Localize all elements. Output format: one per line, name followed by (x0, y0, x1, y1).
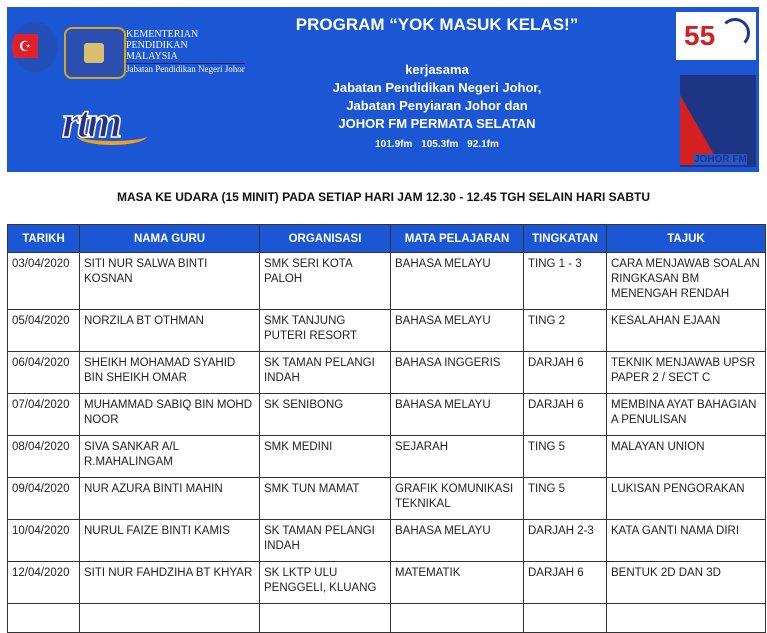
table-cell: 09/04/2020 (8, 478, 80, 520)
ministry-logo-text: KEMENTERIAN PENDIDIKAN MALAYSIA Jabatan Pendidikan Negeri Johor (126, 29, 245, 74)
table-cell: CARA MENJAWAB SOALAN RINGKASAN BM MENENGAH RENDAH (607, 253, 766, 310)
table-cell: SMK TANJUNG PUTERI RESORT (260, 310, 391, 352)
column-header: TARIKH (8, 225, 80, 253)
column-header: ORGANISASI (260, 225, 391, 253)
table-cell: SMK MEDINI (260, 436, 391, 478)
table-cell: DARJAH 6 (524, 352, 607, 394)
table-row (8, 436, 766, 478)
table-cell: SHEIKH MOHAMAD SYAHID BIN SHEIKH OMAR (80, 352, 260, 394)
column-header: TAJUK (607, 225, 766, 253)
table-cell: SITI NUR FAHDZIHA BT KHYAR (80, 562, 260, 604)
table-cell: BAHASA MELAYU (391, 394, 524, 436)
table-row (8, 352, 766, 394)
table-cell: DARJAH 6 (524, 562, 607, 604)
table-cell: TEKNIK MENJAWAB UPSR PAPER 2 / SECT C (607, 352, 766, 394)
anniversary-55-logo: 55 (676, 12, 756, 60)
table-cell: SIVA SANKAR A/L R.MAHALINGAM (80, 436, 260, 478)
johor-fm-logo: JOHOR FM (680, 75, 756, 167)
program-title: PROGRAM “YOK MASUK KELAS!” (295, 15, 579, 34)
table-cell: SK SENIBONG (260, 394, 391, 436)
table-cell: MATEMATIK (391, 562, 524, 604)
table-cell: MALAYAN UNION (607, 436, 766, 478)
frequencies: 101.9fm 105.3fm 92.1fm (375, 139, 499, 150)
column-header: TINGKATAN (524, 225, 607, 253)
table-cell: TING 5 (524, 478, 607, 520)
table-cell: KESALAHAN EJAAN (607, 310, 766, 352)
table-cell: BAHASA MELAYU (391, 253, 524, 310)
table-cell: 06/04/2020 (8, 352, 80, 394)
table-row (8, 478, 766, 520)
table-row (8, 394, 766, 436)
table-cell: SMK TUN MAMAT (260, 478, 391, 520)
table-cell: 07/04/2020 (8, 394, 80, 436)
table-cell: KATA GANTI NAMA DIRI (607, 520, 766, 562)
table-cell: NORZILA BT OTHMAN (80, 310, 260, 352)
table-cell: NURUL FAIZE BINTI KAMIS (80, 520, 260, 562)
table-cell: TING 1 - 3 (524, 253, 607, 310)
table-cell: 12/04/2020 (8, 562, 80, 604)
table-cell: SEJARAH (391, 436, 524, 478)
table-row (8, 253, 766, 310)
table-cell: GRAFIK KOMUNIKASI TEKNIKAL (391, 478, 524, 520)
collaboration-text: kerjasama Jabatan Pendidikan Negeri Johor, Jabatan Penyiaran Johor dan JOHOR FM PERMATA SELATAN (332, 62, 542, 131)
header-banner (7, 7, 759, 172)
johor-flag-logo: ☪ (12, 22, 58, 72)
table-cell: DARJAH 6 (524, 394, 607, 436)
column-header: MATA PELAJARAN (391, 225, 524, 253)
airtime-subtitle: MASA KE UDARA (15 MINIT) PADA SETIAP HARI JAM 12.30 - 12.45 TGH SELAIN HARI SABTU (117, 190, 650, 204)
table-cell: 05/04/2020 (8, 310, 80, 352)
table-cell: 10/04/2020 (8, 520, 80, 562)
table-cell: MEMBINA AYAT BAHAGIAN A PENULISAN (607, 394, 766, 436)
table-cell: SMK SERI KOTA PALOH (260, 253, 391, 310)
rtm-swoosh (77, 127, 147, 145)
table-cell: SK TAMAN PELANGI INDAH (260, 520, 391, 562)
table-header-row (8, 225, 766, 253)
table-row (8, 520, 766, 562)
table-cell: SK TAMAN PELANGI INDAH (260, 352, 391, 394)
table-cell: NUR AZURA BINTI MAHIN (80, 478, 260, 520)
table-cell: SITI NUR SALWA BINTI KOSNAN (80, 253, 260, 310)
table-row (8, 604, 766, 633)
table-cell: 03/04/2020 (8, 253, 80, 310)
rtm-logo: rtm (62, 96, 120, 147)
table-cell: BENTUK 2D DAN 3D (607, 562, 766, 604)
table-cell: LUKISAN PENGORAKAN (607, 478, 766, 520)
table-cell: SK LKTP ULU PENGGELI, KLUANG (260, 562, 391, 604)
table-row (8, 562, 766, 604)
table-cell: TING 5 (524, 436, 607, 478)
table-cell: MUHAMMAD SABIQ BIN MOHD NOOR (80, 394, 260, 436)
table-row (8, 310, 766, 352)
table-cell: BAHASA INGGERIS (391, 352, 524, 394)
table-cell: BAHASA MELAYU (391, 310, 524, 352)
table-cell: 08/04/2020 (8, 436, 80, 478)
table-cell: BAHASA MELAYU (391, 520, 524, 562)
column-header: NAMA GURU (80, 225, 260, 253)
table-cell: DARJAH 2-3 (524, 520, 607, 562)
malaysia-crest-logo (64, 27, 126, 79)
schedule-table (7, 224, 766, 633)
table-cell: TING 2 (524, 310, 607, 352)
